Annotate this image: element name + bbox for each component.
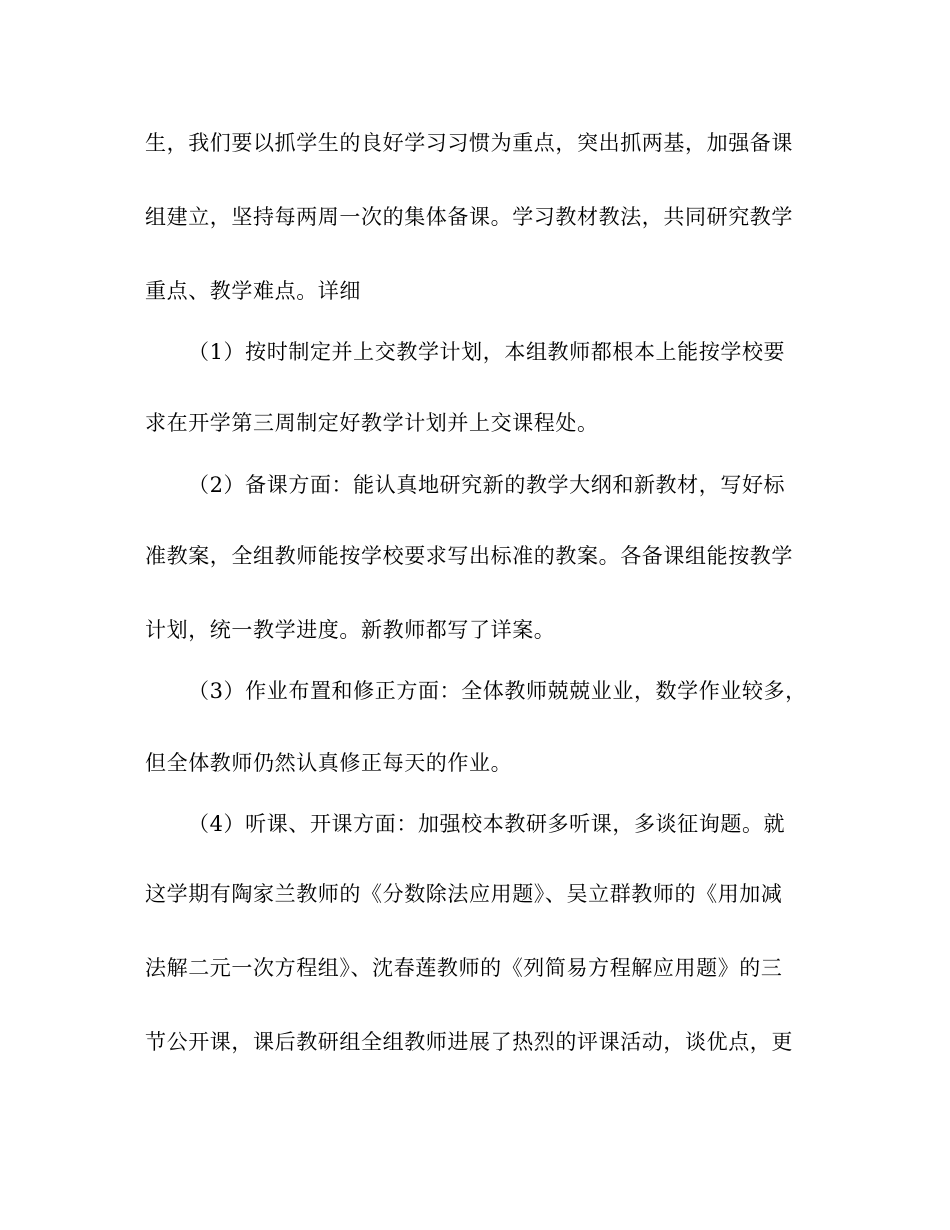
text-line: 求在开学第三周制定好教学计划并上交课程处。 <box>145 411 599 435</box>
text-line: 这学期有陶家兰教师的《分数除法应用题》、吴立群教师的《用加减 <box>145 882 783 906</box>
text-line: 节公开课，课后教研组全组教师进展了热烈的评课活动，谈优点，更 <box>145 1030 793 1054</box>
text-line: 组建立，坚持每两周一次的集体备课。学习教材教法，共同研究教学 <box>145 205 793 229</box>
text-line: 法解二元一次方程组》、沈春莲教师的《列简易方程解应用题》的三 <box>145 956 783 980</box>
text-line: 准教案，全组教师能按学校要求写出标准的教案。各备课组能按教学 <box>145 544 793 568</box>
paragraph-first-line: （1）按时制定并上交教学计划，本组教师都根本上能按学校要 <box>188 340 786 364</box>
paragraph-first-line: （4）听课、开课方面：加强校本教研多听课，多谈征询题。就 <box>188 812 786 836</box>
text-line: 计划，统一教学进度。新教师都写了详案。 <box>145 618 556 642</box>
paragraph-first-line: （3）作业布置和修正方面：全体教师兢兢业业，数学作业较多， <box>188 679 807 703</box>
text-line: 生，我们要以抓学生的良好学习习惯为重点，突出抓两基，加强备课 <box>145 131 793 155</box>
paragraph-first-line: （2）备课方面：能认真地研究新的教学大纲和新教材，写好标 <box>188 473 786 497</box>
text-line: 但全体教师仍然认真修正每天的作业。 <box>145 751 513 775</box>
text-line: 重点、教学难点。详细 <box>145 279 361 303</box>
